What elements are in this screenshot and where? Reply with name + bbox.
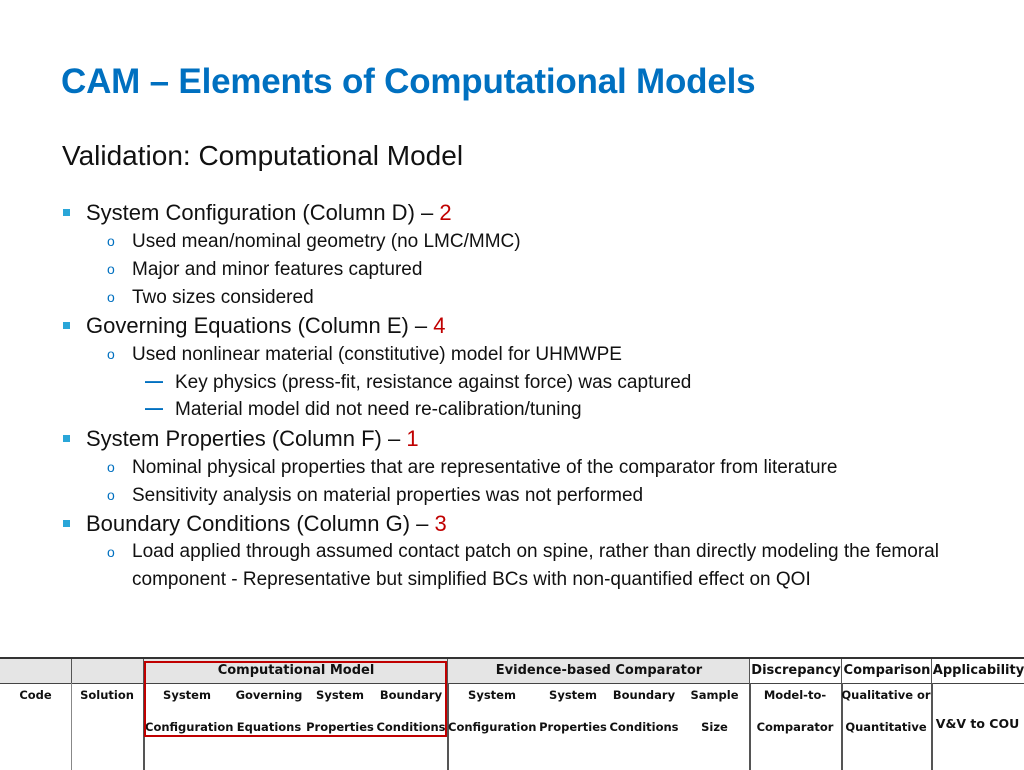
- sub-bullet: Sensitivity analysis on material properties was not performed: [132, 485, 644, 506]
- score-value: 2: [439, 200, 452, 225]
- square-bullet-icon: [63, 435, 70, 442]
- column-header-line1: Boundary: [379, 688, 443, 702]
- bullet-text: Boundary Conditions (Column G) –: [86, 511, 435, 536]
- column-header-line2: Configuration: [448, 720, 537, 734]
- sub-sub-bullet: Material model did not need re-calibration/tuning: [175, 399, 582, 420]
- score-value: 3: [434, 511, 447, 536]
- column-header-line2: Quantitative: [845, 720, 927, 734]
- slide-subtitle: Validation: Computational Model: [62, 140, 464, 171]
- column-header-vv-to-cou: V&V to COU: [935, 716, 1020, 731]
- column-header-line1: System: [316, 688, 364, 702]
- highlight-box-computational-model: [144, 661, 447, 737]
- group-discrepancy: Discrepancy: [749, 659, 842, 683]
- column-header-line2: Properties: [539, 720, 607, 734]
- sub-bullet: Major and minor features captured: [132, 259, 423, 280]
- dash-bullet-icon: —: [145, 398, 163, 418]
- score-value: 1: [406, 426, 419, 451]
- sub-bullet: Used nonlinear material (constitutive) model for UHMWPE: [132, 344, 622, 365]
- column-header-line2: Conditions: [376, 720, 446, 734]
- column-header-code: Code: [19, 688, 52, 702]
- bullet-system-properties: [86, 426, 419, 452]
- empty-header-cell: [71, 659, 144, 683]
- column-header-solution: Solution: [80, 688, 134, 702]
- column-header-line1: Sample: [690, 688, 739, 702]
- sub-bullet: Two sizes considered: [132, 287, 314, 308]
- circle-bullet-icon: o: [107, 459, 115, 475]
- sub-bullet: Nominal physical properties that are representative of the comparator from literature: [132, 457, 838, 478]
- group-comparison: Comparison: [841, 659, 932, 683]
- bullet-system-configuration: [86, 200, 452, 226]
- column-header-line1: Model-to-: [763, 688, 827, 702]
- sub-sub-bullet: Key physics (press-fit, resistance against force) was captured: [175, 372, 692, 393]
- column-header-line2: Size: [701, 720, 728, 734]
- square-bullet-icon: [63, 520, 70, 527]
- column-header-line1: System: [468, 688, 516, 702]
- circle-bullet-icon: o: [107, 346, 115, 362]
- column-header-line2: Equations: [236, 720, 302, 734]
- column-header-line2: Configuration: [145, 720, 234, 734]
- sub-bullet: Used mean/nominal geometry (no LMC/MMC): [132, 231, 521, 252]
- bullet-text: Governing Equations (Column E) –: [86, 313, 434, 338]
- column-header-line1: Qualitative or: [841, 688, 931, 702]
- square-bullet-icon: [63, 322, 70, 329]
- group-evidence-comparator: Evidence-based Comparator: [447, 659, 750, 683]
- column-header-line2: Properties: [306, 720, 374, 734]
- column-header-line2: Comparator: [756, 720, 834, 734]
- circle-bullet-icon: o: [107, 233, 115, 249]
- circle-bullet-icon: o: [107, 289, 115, 305]
- empty-header-cell: [0, 659, 71, 683]
- column-header-line1: Governing: [235, 688, 303, 702]
- column-header-line1: System: [163, 688, 211, 702]
- group-applicability: Applicability: [931, 659, 1024, 683]
- column-header-line2: Conditions: [609, 720, 679, 734]
- bullet-governing-equations: [86, 313, 446, 339]
- score-value: 4: [433, 313, 446, 338]
- column-header-line1: System: [549, 688, 597, 702]
- bullet-text: System Configuration (Column D) –: [86, 200, 440, 225]
- dash-bullet-icon: —: [145, 371, 163, 391]
- bullet-boundary-conditions: [86, 511, 447, 537]
- circle-bullet-icon: o: [107, 487, 115, 503]
- circle-bullet-icon: o: [107, 544, 115, 560]
- sub-bullet: Load applied through assumed contact patch on spine, rather than directly modeling the femoral component - Representative but simplified BCs with non-quantified effect on QOI: [132, 541, 939, 590]
- bullet-text: System Properties (Column F) –: [86, 426, 407, 451]
- group-computational-model: Computational Model: [143, 659, 448, 683]
- circle-bullet-icon: o: [107, 261, 115, 277]
- column-header-line1: Boundary: [612, 688, 676, 702]
- square-bullet-icon: [63, 209, 70, 216]
- slide-title: CAM – Elements of Computational Models: [61, 62, 756, 101]
